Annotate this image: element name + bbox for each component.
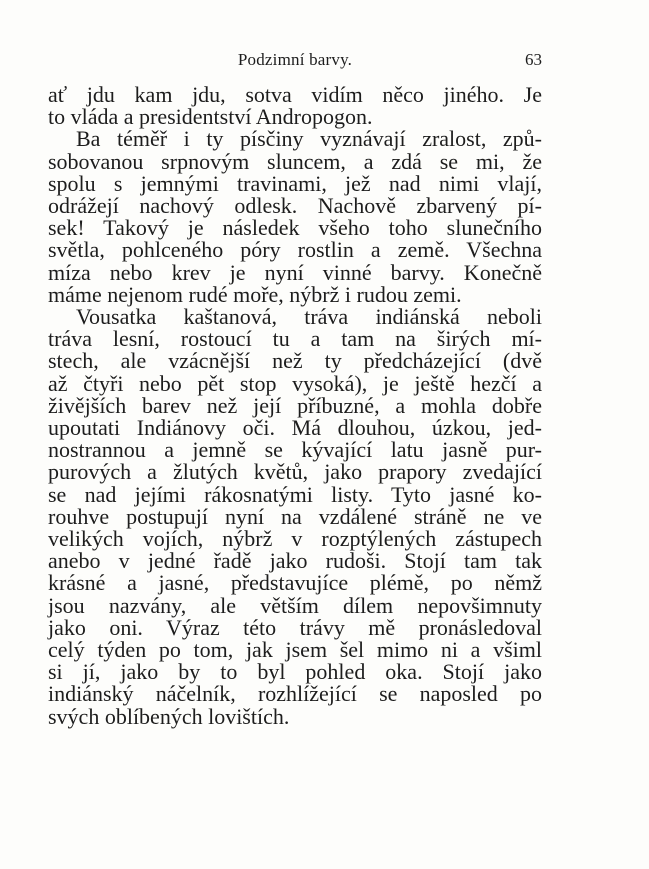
- text-line: až čtyři nebo pět stop vysoká), je ještě hezčí a: [48, 370, 542, 396]
- text-line: to vláda a presidentství Andropogon.: [48, 104, 373, 130]
- text-line: odrážejí nachový odlesk. Nachově zbarvený pí-: [48, 193, 542, 219]
- body-text: [48, 84, 542, 728]
- text-line: Ba téměř i ty písčiny vyznávají zralost, způ-: [76, 126, 542, 152]
- text-line: Vousatka kaštanová, tráva indiánská neboli: [76, 304, 542, 330]
- text-line: tráva lesní, rostoucí tu a tam na širých mí-: [48, 326, 542, 352]
- paragraph-1: [48, 84, 542, 128]
- text-line: se nad jejími rákosnatými listy. Tyto jasné ko-: [48, 481, 542, 507]
- text-line: jsou nazvány, ale větším dílem nepovšimnuty: [48, 592, 542, 618]
- text-line: živějších barev než její příbuzné, a mohla dobře: [48, 392, 542, 418]
- paragraph-2: [48, 128, 542, 306]
- text-line: indiánský náčelník, rozhlížející se naposled po: [48, 681, 542, 707]
- text-line: jako oni. Výraz této trávy mě pronásledoval: [48, 614, 542, 640]
- text-line: krásné a jasné, představujíce plémě, po němž: [48, 570, 542, 596]
- text-line: světla, pohlceného póry rostlin a země. Všechna: [48, 237, 542, 263]
- text-line: ať jdu kam jdu, sotva vidím něco jiného. Je: [48, 82, 542, 107]
- page-number: 63: [525, 50, 542, 69]
- text-line: rouhve postupují nyní na vzdálené stráně ne ve: [48, 503, 542, 529]
- text-line: stech, ale vzácnější než ty předcházející (dvě: [48, 348, 542, 374]
- text-line: míza nebo krev je nyní vinné barvy. Konečně: [48, 259, 542, 285]
- running-head: [48, 50, 542, 74]
- running-title: Podzimní barvy.: [237, 50, 353, 69]
- text-line: máme nejenom rudé moře, nýbrž i rudou zemi.: [48, 281, 462, 307]
- text-line: sek! Takový je následek všeho toho slunečního: [48, 215, 542, 241]
- text-line: spolu s jemnými travinami, jež nad nimi vlají,: [48, 170, 542, 196]
- text-line: upoutati Indiánovy oči. Má dlouhou, úzkou, jed-: [48, 415, 542, 441]
- text-line: sobovanou srpnovým sluncem, a zdá se mi, že: [48, 148, 542, 174]
- text-line: anebo v jedné řadě jako rudoši. Stojí tam tak: [48, 548, 542, 574]
- text-line: nostrannou a jemně se kývající latu jasně pur-: [48, 437, 542, 463]
- paragraph-3: [48, 306, 542, 728]
- text-line: celý týden po tom, jak jsem šel mimo ni a všiml: [48, 637, 542, 663]
- text-line: svých oblíbených lovištích.: [48, 703, 290, 729]
- text-line: purových a žlutých květů, jako prapory zvedající: [48, 459, 542, 485]
- text-line: velikých vojích, nýbrž v rozptýlených zástupech: [48, 526, 542, 552]
- text-line: si jí, jako by to byl pohled oka. Stojí jako: [48, 659, 542, 685]
